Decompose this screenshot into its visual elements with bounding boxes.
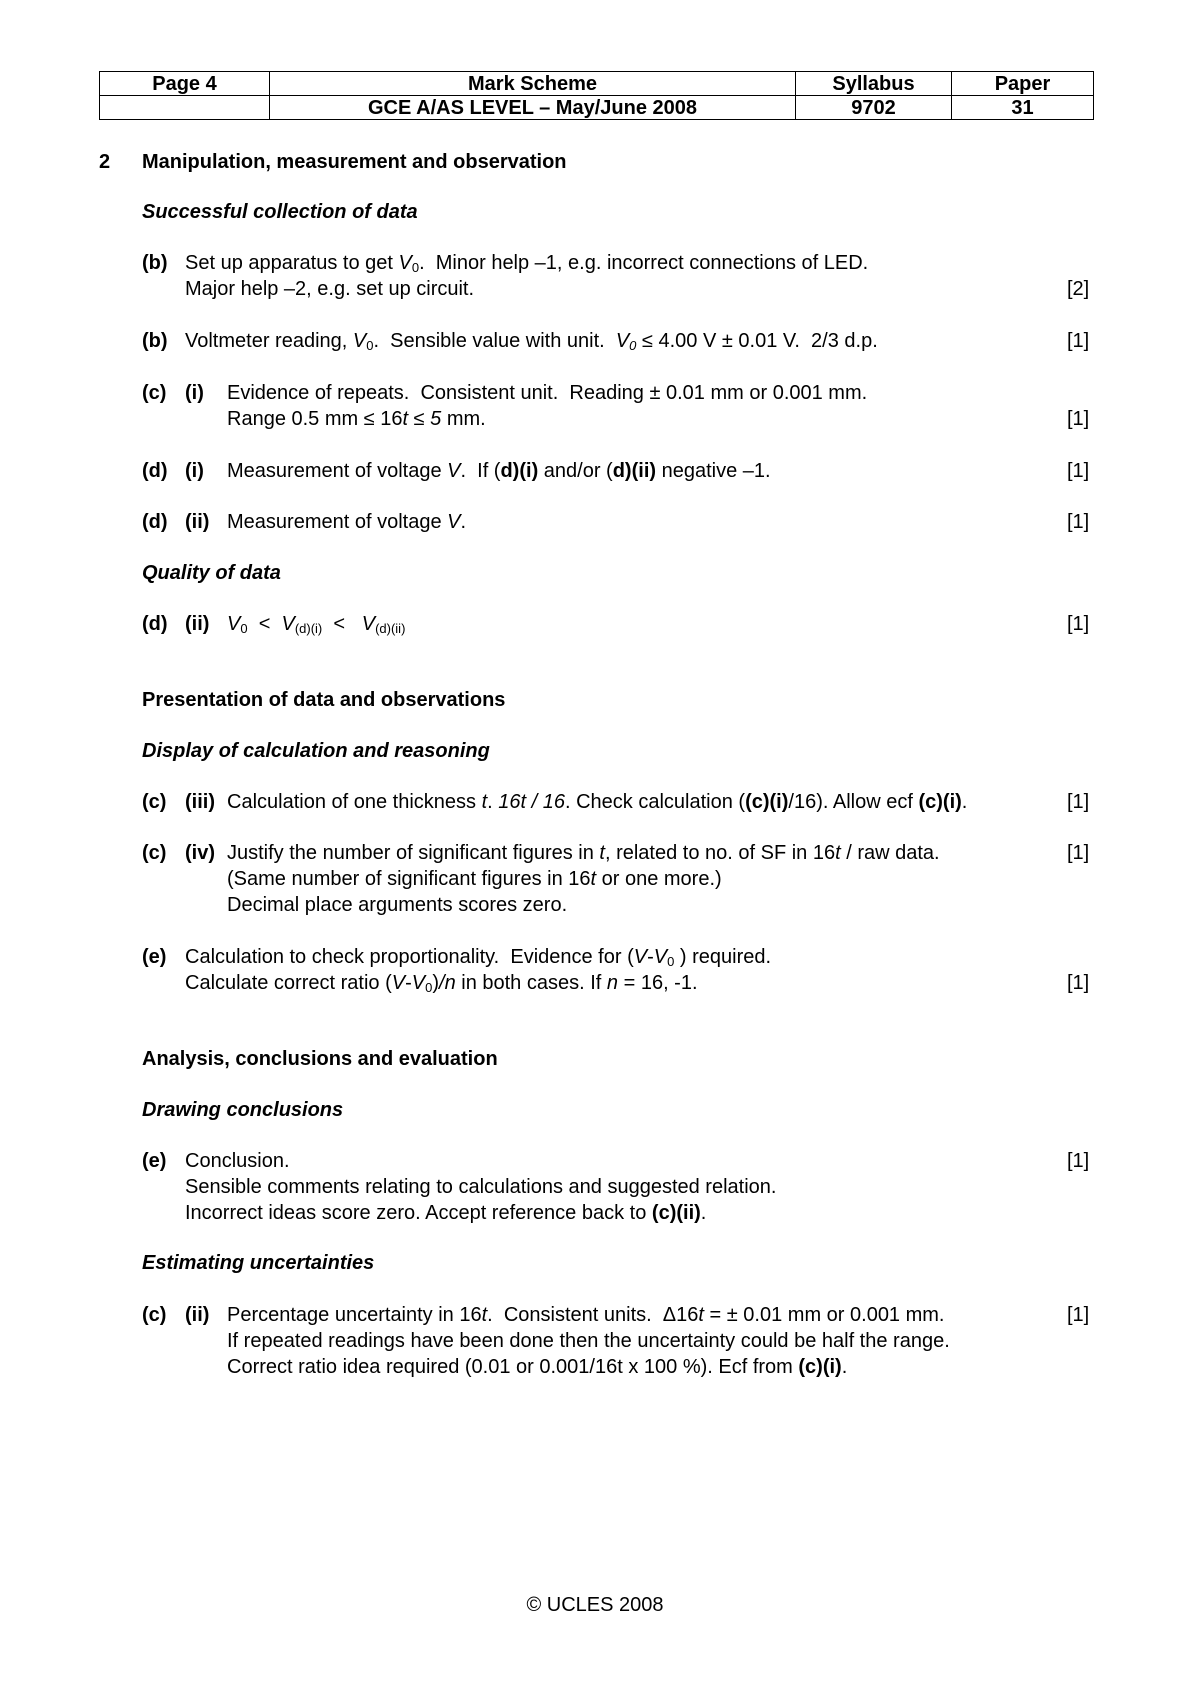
mark-value: [1] <box>1067 511 1090 533</box>
exam-name: GCE A/AS LEVEL – May/June 2008 <box>270 96 796 120</box>
mark-value: [1] <box>1067 330 1090 352</box>
part-label-e: (e) <box>142 1150 167 1172</box>
criterion-text: Correct ratio idea required (0.01 or 0.001/16t x 100 %). Ecf from (c)(i). <box>227 1356 848 1378</box>
part-label-b: (b) <box>142 252 168 274</box>
subheading-quality-of-data: Quality of data <box>142 562 281 584</box>
subheading-display-of-calculation: Display of calculation and reasoning <box>142 740 490 762</box>
syllabus-label: Syllabus <box>796 72 952 96</box>
subheading-drawing-conclusions: Drawing conclusions <box>142 1099 344 1121</box>
subpart-label-i: (i) <box>185 460 204 482</box>
criterion-text: Measurement of voltage V. <box>227 511 467 533</box>
part-label-d: (d) <box>142 460 168 482</box>
mark-value: [1] <box>1067 1304 1090 1326</box>
paper-label: Paper <box>952 72 1094 96</box>
copyright-footer: © UCLES 2008 <box>526 1594 664 1616</box>
mark-value: [1] <box>1067 613 1090 635</box>
part-label-c: (c) <box>142 842 167 864</box>
subpart-label-i: (i) <box>185 382 204 404</box>
criterion-text: Set up apparatus to get $V_0$. Minor help –1, e.g. incorrect connections of LED. <box>185 252 869 275</box>
criterion-text: Major help –2, e.g. set up circuit. <box>185 278 475 300</box>
page-number: Page 4 <box>100 72 270 96</box>
criterion-text: $V_0 < V_{(d)(i)} < V_{(d)(ii)}$ <box>227 613 406 636</box>
criterion-text: Sensible comments relating to calculations and suggested relation. <box>185 1176 777 1198</box>
mark-value: [1] <box>1067 460 1090 482</box>
subpart-label-iii: (iii) <box>185 791 215 813</box>
subpart-label-ii: (ii) <box>185 511 210 533</box>
subpart-label-ii: (ii) <box>185 613 210 635</box>
empty-cell <box>100 96 270 120</box>
criterion-text: If repeated readings have been done then the uncertainty could be half the range. <box>227 1330 950 1352</box>
part-label-d: (d) <box>142 613 168 635</box>
criterion-text: Measurement of voltage V. If (d)(i) and/or (d)(ii) negative –1. <box>227 460 771 482</box>
syllabus-code: 9702 <box>796 96 952 120</box>
mark-value: [1] <box>1067 972 1090 994</box>
criterion-text: (Same number of significant figures in 16t or one more.) <box>227 868 722 890</box>
question-number: 2 <box>99 151 111 173</box>
mark-value: [1] <box>1067 408 1090 430</box>
part-label-c: (c) <box>142 791 167 813</box>
section-heading-manipulation: Manipulation, measurement and observation <box>142 151 567 173</box>
criterion-text: Decimal place arguments scores zero. <box>227 894 568 916</box>
criterion-text: Range 0.5 mm ≤ 16t ≤ 5 mm. <box>227 408 486 430</box>
part-label-d: (d) <box>142 511 168 533</box>
mark-value: [2] <box>1067 278 1090 300</box>
mark-scheme-title: Mark Scheme <box>270 72 796 96</box>
paper-code: 31 <box>952 96 1094 120</box>
part-label-c: (c) <box>142 1304 167 1326</box>
mark-value: [1] <box>1067 1150 1090 1172</box>
criterion-text: Incorrect ideas score zero. Accept reference back to (c)(ii). <box>185 1202 707 1224</box>
section-heading-analysis: Analysis, conclusions and evaluation <box>142 1048 498 1070</box>
part-label-e: (e) <box>142 946 167 968</box>
criterion-text: Percentage uncertainty in 16t. Consistent units. Δ16t = ± 0.01 mm or 0.001 mm. <box>227 1304 945 1326</box>
header-table <box>99 71 1094 120</box>
subpart-label-iv: (iv) <box>185 842 215 864</box>
criterion-text: Conclusion. <box>185 1150 290 1172</box>
criterion-text: Calculation to check proportionality. Evidence for ($V-V_0$ ) required. <box>185 946 772 969</box>
subpart-label-ii: (ii) <box>185 1304 210 1326</box>
criterion-text: Evidence of repeats. Consistent unit. Reading ± 0.01 mm or 0.001 mm. <box>227 382 868 404</box>
subheading-estimating-uncertainties: Estimating uncertainties <box>142 1252 375 1274</box>
criterion-text: Voltmeter reading, $V_0$. Sensible value with unit. $V_0 \le 4.00$ V ± 0.01 V. 2/3 d.p. <box>185 330 878 353</box>
criterion-text: Calculate correct ratio $(V-V_0)/n$ in both cases. If n = 16, -1. <box>185 972 698 995</box>
part-label-c: (c) <box>142 382 167 404</box>
part-label-b: (b) <box>142 330 168 352</box>
subheading-successful-collection: Successful collection of data <box>142 201 418 223</box>
mark-value: [1] <box>1067 842 1090 864</box>
criterion-text: Calculation of one thickness t. 16t / 16. Check calculation ((c)(i)/16). Allow ecf (c)(i). <box>227 791 968 813</box>
criterion-text: Justify the number of significant figures in t, related to no. of SF in 16t / raw data. <box>227 842 940 864</box>
section-heading-presentation: Presentation of data and observations <box>142 689 506 711</box>
mark-value: [1] <box>1067 791 1090 813</box>
